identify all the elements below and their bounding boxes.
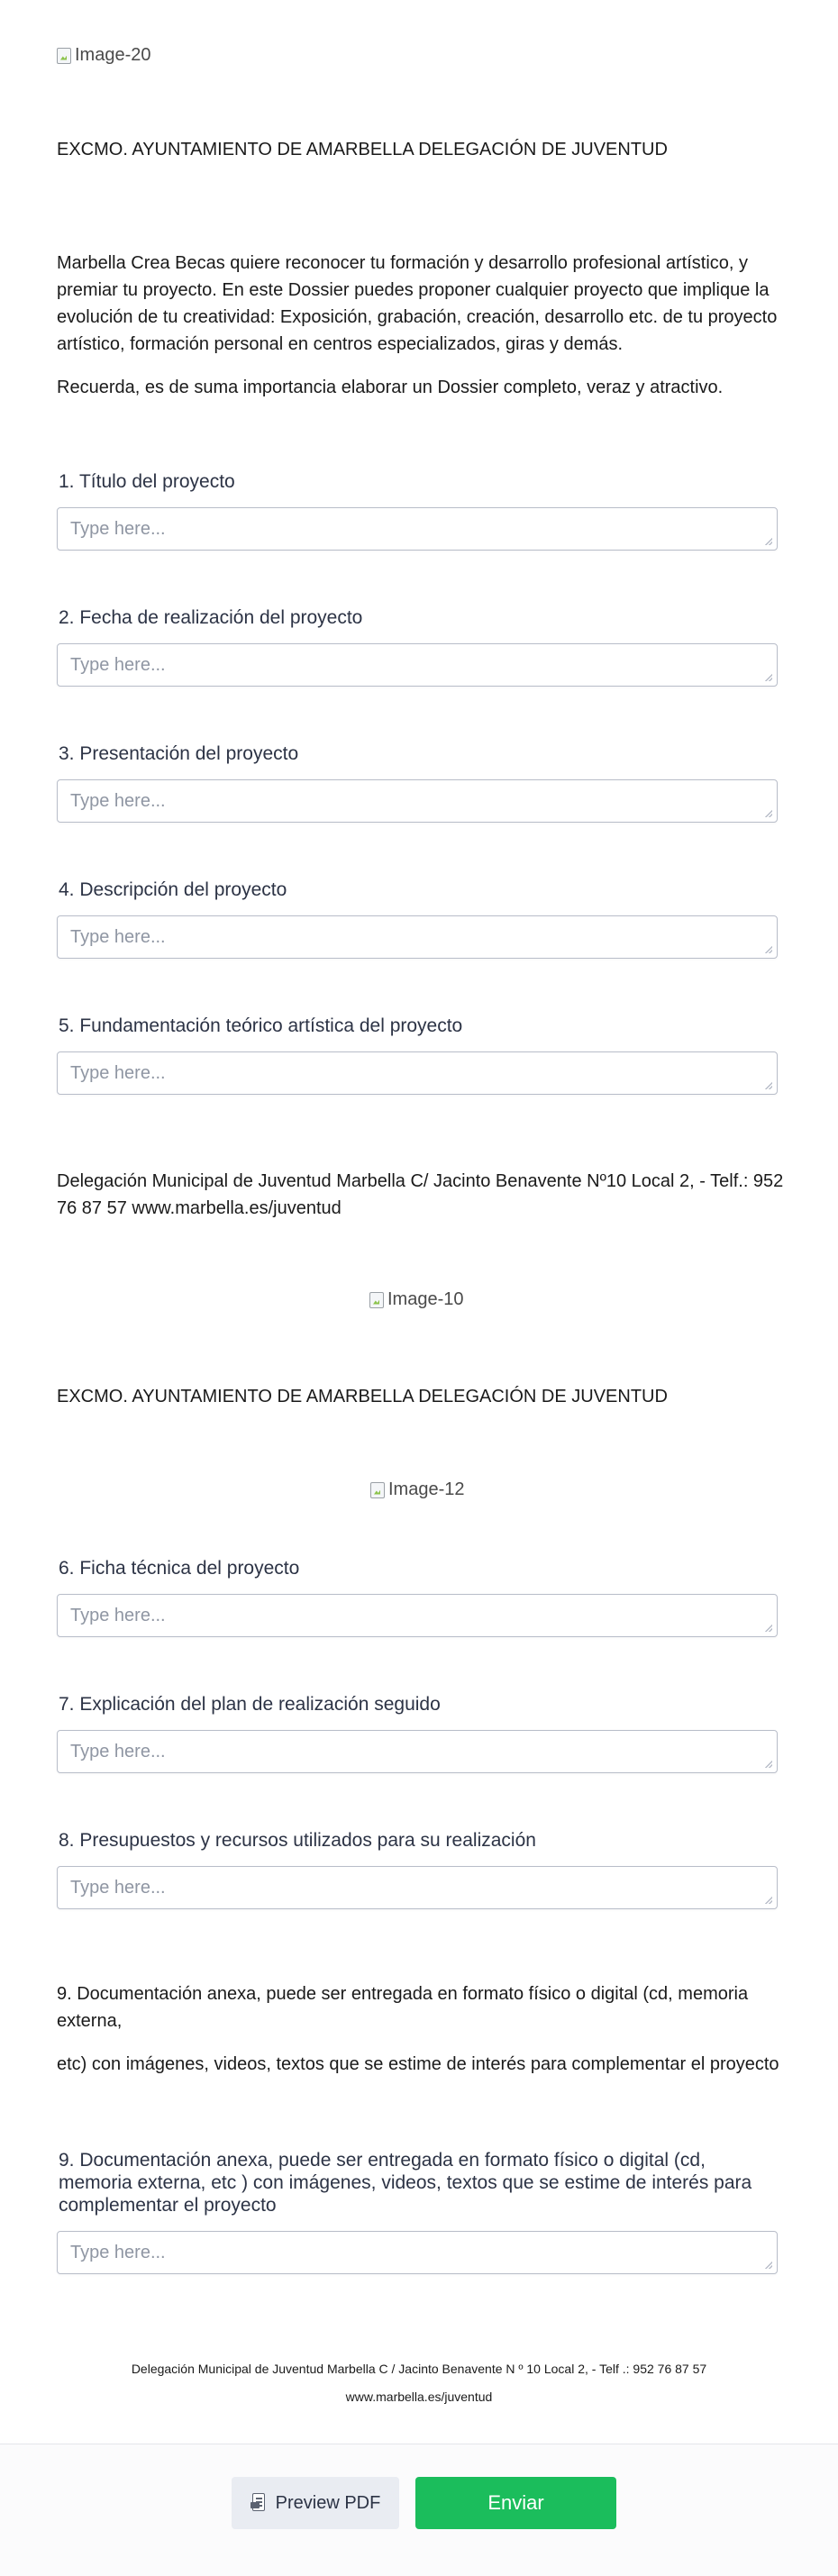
resize-handle-icon[interactable] — [765, 2262, 772, 2269]
footer-address: Delegación Municipal de Juventud Marbella C / Jacinto Benavente N º 10 Local 2, - Telf .: 952 76 87 57 — [131, 2362, 707, 2376]
question-label-6: 6. Ficha técnica del proyecto — [59, 1558, 300, 1579]
answer-field-3[interactable] — [57, 779, 778, 823]
answer-field-4[interactable] — [57, 915, 778, 959]
page2-image-top-alt: Image-10 — [387, 1289, 464, 1309]
answer-field-2[interactable] — [57, 643, 778, 687]
intro-paragraph-2: Recuerda, es de suma importancia elaborar un Dossier completo, veraz y atractivo. — [57, 378, 724, 397]
broken-image-icon — [57, 48, 71, 64]
page2-image-mid — [370, 1479, 465, 1500]
preview-pdf-button[interactable] — [232, 2477, 399, 2529]
resize-handle-icon[interactable] — [765, 1625, 772, 1632]
resize-handle-icon[interactable] — [765, 538, 772, 545]
resize-handle-icon[interactable] — [765, 1897, 772, 1904]
pdf-file-icon — [250, 2493, 267, 2513]
answer-field-1[interactable] — [57, 507, 778, 551]
answer-placeholder-2: Type here... — [70, 655, 166, 675]
answer-placeholder-3: Type here... — [70, 791, 166, 811]
question-label-1: 1. Título del proyecto — [59, 471, 235, 492]
answer-placeholder-9: Type here... — [70, 2243, 166, 2262]
header-image — [57, 45, 151, 66]
question-label-2: 2. Fecha de realización del proyecto — [59, 607, 363, 628]
question-label-3: 3. Presentación del proyecto — [59, 743, 299, 764]
resize-handle-icon[interactable] — [765, 946, 772, 953]
answer-placeholder-5: Type here... — [70, 1063, 166, 1083]
answer-placeholder-7: Type here... — [70, 1742, 166, 1761]
answer-placeholder-8: Type here... — [70, 1878, 166, 1898]
answer-field-8[interactable] — [57, 1866, 778, 1909]
resize-handle-icon[interactable] — [765, 1761, 772, 1768]
annex-text-line-1: 9. Documentación anexa, puede ser entregada en formato físico o digital (cd, memoria externa, — [57, 1984, 749, 2031]
answer-field-9[interactable] — [57, 2231, 778, 2274]
annex-text-line-2: etc) con imágenes, videos, textos que se estime de interés para complementar el proyecto — [57, 2054, 779, 2074]
address-block: Delegación Municipal de Juventud Marbella C/ Jacinto Benavente Nº10 Local 2, - Telf.: 952 76 87 57 www.marbella.es/juventud — [57, 1171, 784, 1218]
broken-image-icon — [369, 1292, 384, 1308]
preview-pdf-label: Preview PDF — [275, 2492, 381, 2513]
answer-placeholder-1: Type here... — [70, 519, 166, 539]
resize-handle-icon[interactable] — [765, 810, 772, 817]
answer-placeholder-4: Type here... — [70, 927, 166, 947]
footer-website: www.marbella.es/juventud — [345, 2389, 493, 2404]
broken-image-icon — [370, 1482, 385, 1498]
answer-field-6[interactable] — [57, 1594, 778, 1637]
answer-field-7[interactable] — [57, 1730, 778, 1773]
question-label-7: 7. Explicación del plan de realización seguido — [59, 1694, 441, 1715]
org-title-page2: EXCMO. AYUNTAMIENTO DE AMARBELLA DELEGACIÓN DE JUVENTUD — [57, 1387, 668, 1406]
resize-handle-icon[interactable] — [765, 674, 772, 681]
org-title: EXCMO. AYUNTAMIENTO DE AMARBELLA DELEGACIÓN DE JUVENTUD — [57, 140, 668, 159]
resize-handle-icon[interactable] — [765, 1082, 772, 1089]
question-label-5: 5. Fundamentación teórico artística del proyecto — [59, 1015, 463, 1036]
question-label-9: 9. Documentación anexa, puede ser entregada en formato físico o digital (cd, memoria externa, etc ) con imágenes, videos, textos que se estime de interés para complementar el proyecto — [59, 2150, 752, 2216]
answer-field-5[interactable] — [57, 1051, 778, 1095]
header-image-alt: Image-20 — [75, 45, 151, 65]
page2-image-top — [369, 1289, 464, 1310]
question-label-4: 4. Descripción del proyecto — [59, 879, 287, 900]
intro-paragraph-1: Marbella Crea Becas quiere reconocer tu formación y desarrollo profesional artístico, y premiar tu proyecto. En este Dossier puedes proponer cualquier proyecto que implique la evolución de tu creatividad: Exposición, grabación, creación, desarrollo etc. de tu proyecto artístico, formación personal en centros especializados, giras y demás. — [57, 253, 778, 354]
answer-placeholder-6: Type here... — [70, 1606, 166, 1625]
question-label-8: 8. Presupuestos y recursos utilizados para su realización — [59, 1830, 536, 1851]
submit-button[interactable]: Enviar — [415, 2477, 616, 2529]
page2-image-mid-alt: Image-12 — [388, 1479, 465, 1499]
